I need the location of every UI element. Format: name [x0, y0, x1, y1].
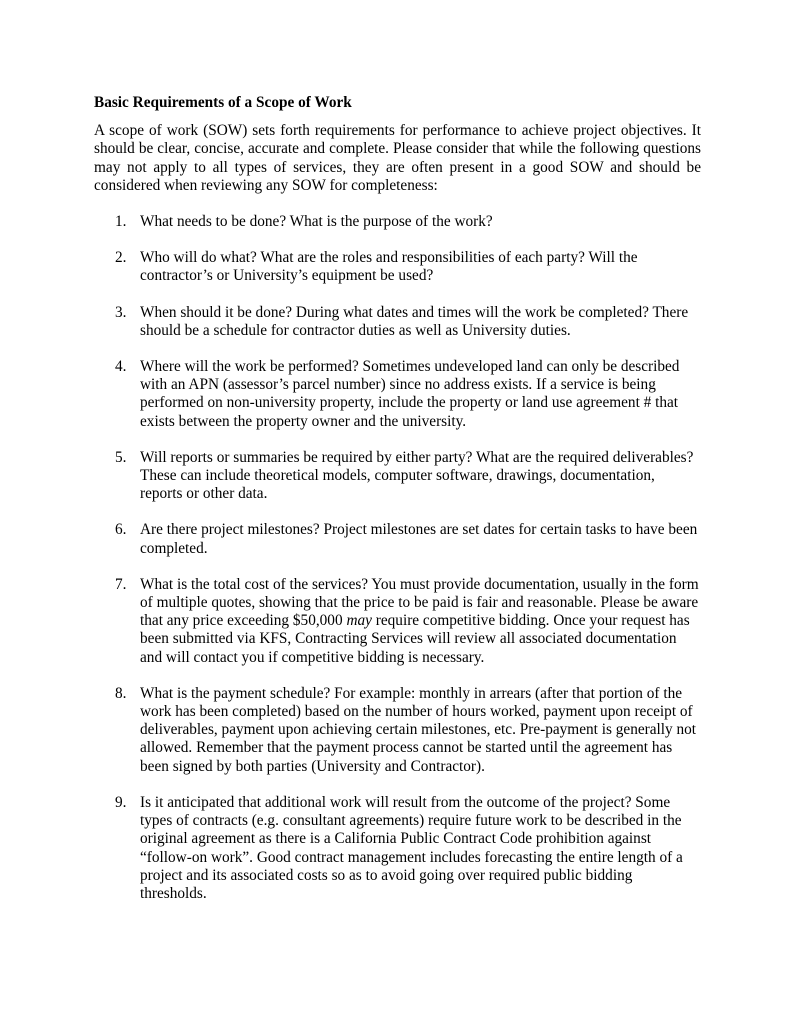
list-item	[94, 576, 701, 667]
list-item	[94, 794, 701, 903]
intro-paragraph: A scope of work (SOW) sets forth requirements for performance to achieve project objectives. It should be clear, concise, accurate and complete. Please consider that while the following questions may not apply to all types of services, they are often present in a good SOW and should be considered when reviewing any SOW for completeness:	[94, 122, 701, 194]
list-item-text-part: What is the total cost of the services? You must provide documentation, usually in the form of multiple quotes, showing that the price to be paid is fair and reasonable. Please be aware that any price exceeding $50,000	[140, 575, 699, 630]
list-item-number: 6.	[115, 521, 127, 539]
list-item-number: 7.	[115, 575, 127, 593]
list-item-text: When should it be done? During what dates and times will the work be completed? There should be a schedule for contractor duties as well as University duties.	[140, 303, 689, 339]
list-item	[94, 213, 701, 231]
document-title: Basic Requirements of a Scope of Work	[94, 94, 352, 111]
list-item-text	[140, 576, 699, 666]
list-item	[94, 358, 701, 431]
requirements-list	[94, 213, 701, 903]
list-item	[94, 249, 701, 285]
document-page	[94, 94, 701, 921]
list-item-text: Who will do what? What are the roles and responsibilities of each party? Will the contractor’s or University’s equipment be used?	[140, 249, 638, 285]
list-item-number: 1.	[115, 213, 127, 231]
list-item-number: 5.	[115, 448, 127, 466]
list-item	[94, 304, 701, 340]
list-item	[94, 449, 701, 504]
list-item-text: Will reports or summaries be required by either party? What are the required deliverables? These can include theoretical models, computer software, drawings, documentation, reports or other data.	[140, 448, 694, 503]
emphasized-word: may	[346, 612, 372, 630]
list-item-number: 2.	[115, 249, 127, 267]
list-item-number: 8.	[115, 684, 127, 702]
list-item-text: What is the payment schedule? For example: monthly in arrears (after that portion of the work has been completed) based on the number of hours worked, payment upon receipt of deliverables, payment upon achieving certain milestones, etc. Pre-payment is generally not allowed. Remember that the payment process cannot be started until the agreement has been signed by both parties (University and Contractor).	[140, 684, 697, 775]
list-item-text: What needs to be done? What is the purpose of the work?	[140, 213, 493, 231]
list-item	[94, 685, 701, 776]
list-item-text: Is it anticipated that additional work will result from the outcome of the project? Some types of contracts (e.g. consultant agreements) require future work to be described in the original agreement as there is a California Public Contract Code prohibition against “follow-on work”. Good contract management includes forecasting the entire length of a project and its associated costs so as to avoid going over required public bidding thresholds.	[140, 793, 683, 902]
list-item-text-part: require competitive bidding. Once your request has been submitted via KFS, Contracting Services will review all associated documentation and will contact you if competitive bidding is necessary.	[140, 612, 690, 666]
list-item-number: 9.	[115, 793, 127, 811]
list-item	[94, 521, 701, 557]
list-item-number: 4.	[115, 358, 127, 376]
list-item-number: 3.	[115, 303, 127, 321]
list-item-text: Where will the work be performed? Sometimes undeveloped land can only be described with an APN (assessor’s parcel number) since no address exists. If a service is being performed on non-university property, include the property or land use agreement # that exists between the property owner and the university.	[140, 358, 680, 430]
list-item-text: Are there project milestones? Project milestones are set dates for certain tasks to have been completed.	[140, 521, 698, 557]
